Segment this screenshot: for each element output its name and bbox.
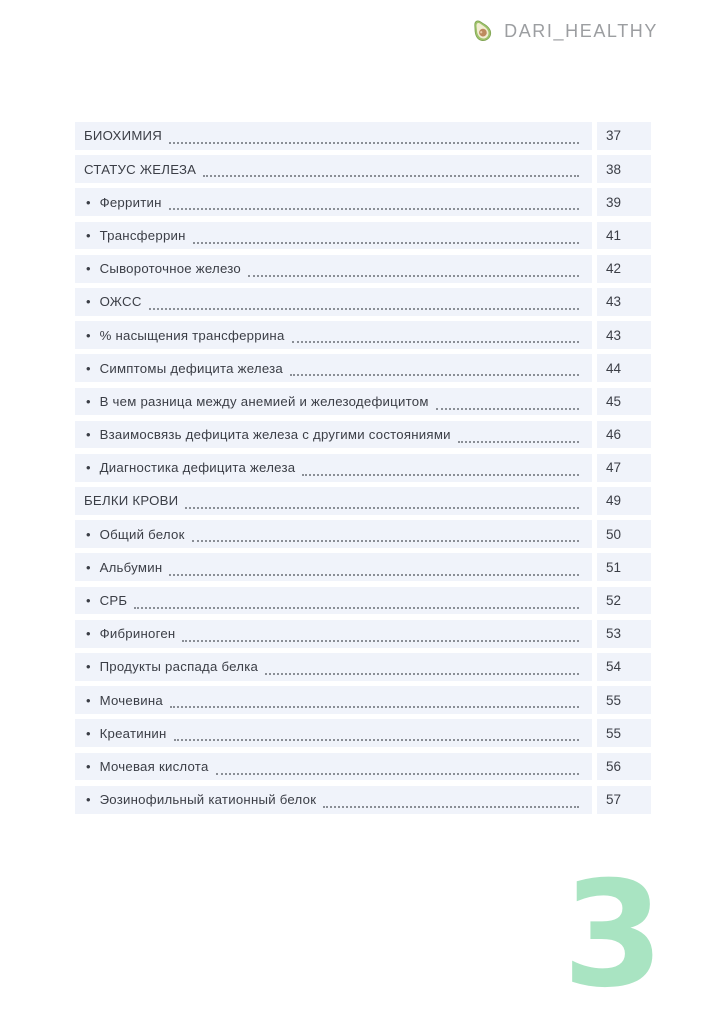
toc-entry-label: Симптомы дефицита железа — [99, 360, 283, 376]
toc-item-row[interactable] — [75, 321, 651, 349]
toc-entry-page-cell — [597, 487, 651, 515]
toc-entry-page-number: 55 — [606, 725, 622, 741]
toc-entry-label: СТАТУС ЖЕЛЕЗА — [84, 161, 197, 177]
toc-entry-page-number: 41 — [606, 227, 622, 243]
toc-entry-label: Эозинофильный катионный белок — [99, 792, 317, 808]
toc-item-row[interactable] — [75, 620, 651, 648]
toc-entry-label: Продукты распада белка — [99, 659, 259, 675]
toc-entry-title-cell — [75, 753, 592, 781]
bullet-icon: • — [86, 526, 91, 542]
toc-entry-page-cell — [597, 421, 651, 449]
bullet-icon: • — [86, 758, 91, 774]
toc-entry-page-cell — [597, 653, 651, 681]
bullet-icon: • — [86, 427, 91, 443]
toc-item-row[interactable] — [75, 255, 651, 283]
dotted-leader — [185, 493, 579, 509]
bullet-icon: • — [86, 194, 91, 210]
toc-entry-title-cell — [75, 321, 592, 349]
toc-item-row[interactable] — [75, 786, 651, 814]
toc-entry-title-cell — [75, 520, 592, 548]
toc-entry-page-number: 51 — [606, 559, 622, 575]
toc-entry-title-cell — [75, 719, 592, 747]
toc-entry-page-cell — [597, 686, 651, 714]
dotted-leader — [192, 526, 579, 542]
toc-entry-page-cell — [597, 288, 651, 316]
toc-entry-title-cell — [75, 288, 592, 316]
toc-entry-page-cell — [597, 354, 651, 382]
toc-entry-page-number: 57 — [606, 792, 622, 808]
toc-entry-label: Креатинин — [99, 725, 167, 741]
dotted-leader — [182, 626, 579, 642]
dotted-leader — [248, 260, 579, 276]
avocado-icon — [467, 16, 497, 46]
toc-item-row[interactable] — [75, 421, 651, 449]
dotted-leader — [193, 227, 579, 243]
toc-entry-page-number: 53 — [606, 626, 622, 642]
bullet-icon: • — [86, 294, 91, 310]
toc-item-row[interactable] — [75, 520, 651, 548]
toc-entry-page-number: 52 — [606, 593, 622, 609]
toc-entry-page-cell — [597, 454, 651, 482]
bullet-icon: • — [86, 327, 91, 343]
toc-item-row[interactable] — [75, 454, 651, 482]
toc-entry-page-cell — [597, 321, 651, 349]
toc-entry-label: Мочевина — [99, 692, 163, 708]
bullet-icon: • — [86, 460, 91, 476]
dotted-leader — [290, 360, 579, 376]
dotted-leader — [169, 194, 579, 210]
toc-entry-title-cell — [75, 686, 592, 714]
toc-entry-label: В чем разница между анемией и железодефицитом — [99, 393, 429, 409]
toc-entry-title-cell — [75, 188, 592, 216]
toc-entry-title-cell — [75, 222, 592, 250]
toc-entry-page-number: 44 — [606, 360, 622, 376]
bullet-icon: • — [86, 360, 91, 376]
toc-entry-page-cell — [597, 587, 651, 615]
toc-item-row[interactable] — [75, 719, 651, 747]
bullet-icon: • — [86, 593, 91, 609]
toc-entry-label: БЕЛКИ КРОВИ — [84, 493, 179, 509]
toc-entry-title-cell — [75, 620, 592, 648]
toc-entry-page-cell — [597, 155, 651, 183]
bullet-icon: • — [86, 559, 91, 575]
toc-entry-title-cell — [75, 354, 592, 382]
dotted-leader — [292, 327, 579, 343]
dotted-leader — [323, 791, 579, 807]
dotted-leader — [458, 426, 579, 442]
toc-entry-title-cell — [75, 388, 592, 416]
toc-item-row[interactable] — [75, 354, 651, 382]
toc-item-row[interactable] — [75, 388, 651, 416]
toc-entry-title-cell — [75, 155, 592, 183]
toc-entry-page-number: 38 — [606, 161, 622, 177]
toc-entry-page-number: 47 — [606, 460, 622, 476]
bullet-icon: • — [86, 261, 91, 277]
dotted-leader — [436, 393, 579, 409]
toc-entry-label: Общий белок — [99, 526, 185, 542]
dotted-leader — [169, 128, 579, 144]
toc-entry-title-cell — [75, 553, 592, 581]
toc-entry-label: Фибриноген — [99, 626, 176, 642]
dotted-leader — [302, 460, 579, 476]
toc-item-row[interactable] — [75, 686, 651, 714]
bullet-icon: • — [86, 692, 91, 708]
toc-entry-label: СРБ — [99, 593, 128, 609]
toc-entry-page-cell — [597, 388, 651, 416]
toc-entry-page-cell — [597, 520, 651, 548]
toc-item-row[interactable] — [75, 553, 651, 581]
dotted-leader — [134, 592, 579, 608]
toc-entry-label: % насыщения трансферрина — [99, 327, 285, 343]
toc-entry-page-number: 42 — [606, 261, 622, 277]
toc-entry-page-number: 43 — [606, 294, 622, 310]
toc-entry-title-cell — [75, 122, 592, 150]
table-of-contents — [75, 122, 651, 814]
toc-item-row[interactable] — [75, 188, 651, 216]
toc-entry-label: Мочевая кислота — [99, 758, 209, 774]
toc-entry-page-cell — [597, 719, 651, 747]
toc-entry-title-cell — [75, 653, 592, 681]
dotted-leader — [174, 725, 579, 741]
dotted-leader — [169, 559, 579, 575]
toc-entry-title-cell — [75, 421, 592, 449]
toc-entry-page-number: 49 — [606, 493, 622, 509]
toc-entry-label: Трансферрин — [99, 227, 186, 243]
toc-entry-label: ОЖСС — [99, 294, 142, 310]
toc-entry-label: Взаимосвязь дефицита железа с другими состояниями — [99, 427, 451, 443]
toc-entry-page-number: 39 — [606, 194, 622, 210]
toc-item-row[interactable] — [75, 288, 651, 316]
toc-entry-label: Диагностика дефицита железа — [99, 460, 296, 476]
toc-entry-title-cell — [75, 786, 592, 814]
toc-item-row[interactable] — [75, 653, 651, 681]
toc-entry-page-cell — [597, 255, 651, 283]
dotted-leader — [203, 161, 579, 177]
toc-entry-page-number: 43 — [606, 327, 622, 343]
bullet-icon: • — [86, 725, 91, 741]
toc-entry-page-number: 45 — [606, 393, 622, 409]
toc-item-row[interactable] — [75, 753, 651, 781]
toc-entry-page-number: 56 — [606, 758, 622, 774]
page-number-large: 3 — [562, 849, 664, 1020]
toc-entry-label: Ферритин — [99, 194, 162, 210]
toc-entry-title-cell — [75, 454, 592, 482]
toc-entry-page-number: 37 — [606, 128, 622, 144]
toc-entry-page-cell — [597, 553, 651, 581]
toc-entry-title-cell — [75, 587, 592, 615]
dotted-leader — [149, 294, 579, 310]
toc-entry-page-number: 46 — [606, 427, 622, 443]
toc-entry-page-number: 54 — [606, 659, 622, 675]
toc-entry-title-cell — [75, 487, 592, 515]
toc-entry-page-cell — [597, 786, 651, 814]
dotted-leader — [216, 758, 579, 774]
bullet-icon: • — [86, 792, 91, 808]
toc-entry-label: Альбумин — [99, 559, 163, 575]
toc-section-row[interactable] — [75, 122, 651, 150]
dotted-leader — [265, 659, 579, 675]
bullet-icon: • — [86, 626, 91, 642]
dotted-leader — [170, 692, 579, 708]
toc-entry-label: БИОХИМИЯ — [84, 128, 163, 144]
toc-section-row[interactable] — [75, 487, 651, 515]
toc-entry-label: Сывороточное железо — [99, 261, 241, 277]
toc-entry-page-number: 55 — [606, 692, 622, 708]
toc-entry-page-cell — [597, 122, 651, 150]
bullet-icon: • — [86, 227, 91, 243]
toc-entry-title-cell — [75, 255, 592, 283]
toc-entry-page-cell — [597, 222, 651, 250]
brand-name: DARI_HEALTHY — [504, 20, 658, 41]
toc-item-row[interactable] — [75, 222, 651, 250]
toc-section-row[interactable] — [75, 155, 651, 183]
toc-entry-page-number: 50 — [606, 526, 622, 542]
brand-header — [467, 16, 658, 46]
bullet-icon: • — [86, 659, 91, 675]
toc-entry-page-cell — [597, 620, 651, 648]
bullet-icon: • — [86, 393, 91, 409]
toc-entry-page-cell — [597, 188, 651, 216]
toc-item-row[interactable] — [75, 587, 651, 615]
toc-entry-page-cell — [597, 753, 651, 781]
